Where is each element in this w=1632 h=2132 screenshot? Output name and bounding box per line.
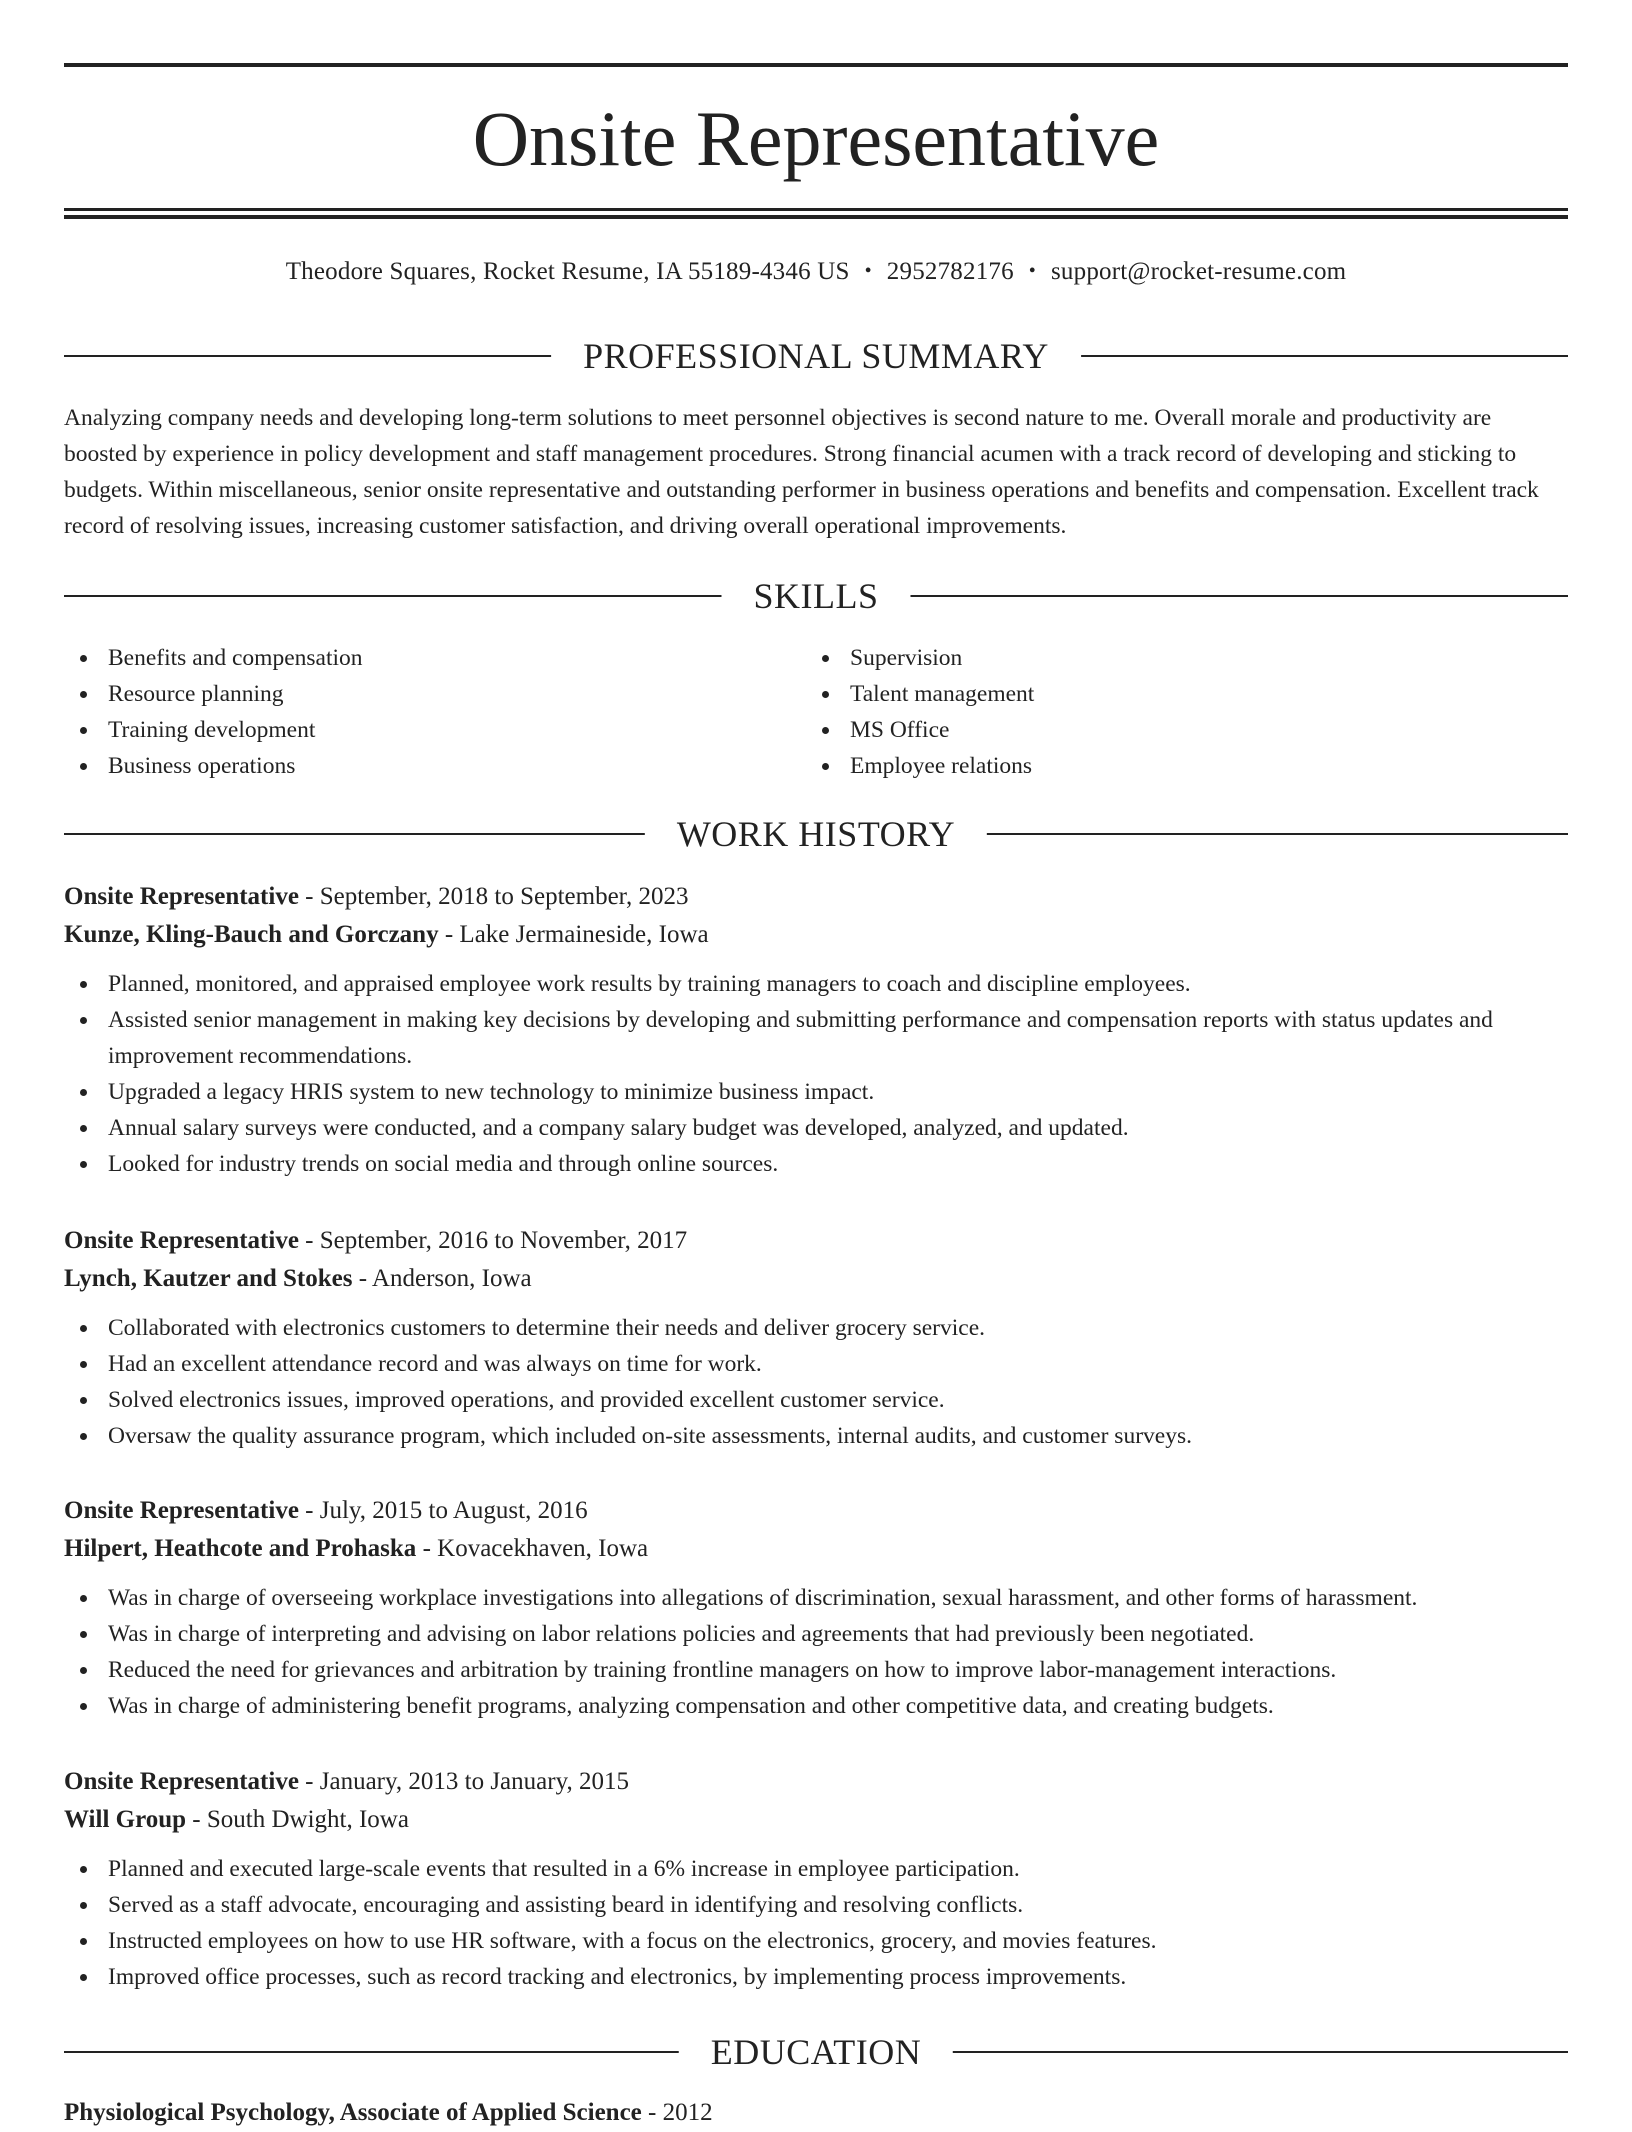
job-bullet: Served as a staff advocate, encouraging and assisting beard in identifying and resolving conflicts.	[64, 1887, 1568, 1923]
section-title: EDUCATION	[679, 2030, 953, 2074]
job-location: - Lake Jermaineside, Iowa	[444, 921, 709, 948]
job-bullet: Planned, monitored, and appraised employee work results by training managers to coach and discipline employees.	[64, 966, 1568, 1002]
contact-separator: •	[1028, 260, 1036, 282]
job-entry	[64, 1492, 1568, 1724]
job-bullet: Instructed employees on how to use HR software, with a focus on the electronics, grocery, and movies features.	[64, 1923, 1568, 1959]
section-title: WORK HISTORY	[645, 812, 987, 856]
section-title: PROFESSIONAL SUMMARY	[551, 334, 1081, 378]
education-date: - 2012	[648, 2099, 713, 2126]
job-company-line	[64, 916, 1568, 954]
job-dates: - September, 2018 to September, 2023	[305, 883, 689, 910]
job-title-line	[64, 1763, 1568, 1801]
contact-email: support@rocket-resume.com	[1051, 258, 1347, 285]
job-bullet: Was in charge of overseeing workplace investigations into allegations of discrimination, sexual harassment, and other forms of harassment.	[64, 1580, 1568, 1616]
job-company: Hilpert, Heathcote and Prohaska	[64, 1535, 417, 1562]
skill-item: Employee relations	[806, 748, 1546, 784]
job-bullet: Solved electronics issues, improved operations, and provided excellent customer service.	[64, 1382, 1568, 1418]
education-entry	[64, 2094, 713, 2132]
skill-item: Supervision	[806, 640, 1546, 676]
job-bullet: Improved office processes, such as record tracking and electronics, by implementing process improvements.	[64, 1959, 1568, 1995]
job-title: Onsite Representative	[64, 1227, 299, 1254]
skill-item: Resource planning	[64, 676, 804, 712]
job-bullets	[64, 1310, 1568, 1454]
resume-name: Onsite Representative	[472, 95, 1160, 182]
job-entry	[64, 1763, 1568, 1995]
job-bullets	[64, 1580, 1568, 1724]
job-dates: - January, 2013 to January, 2015	[305, 1768, 629, 1795]
education-degree: Physiological Psychology, Associate of Applied Science	[64, 2099, 642, 2126]
job-company: Lynch, Kautzer and Stokes	[64, 1265, 353, 1292]
job-company: Will Group	[64, 1806, 187, 1833]
job-bullets	[64, 1851, 1568, 1995]
job-company: Kunze, Kling-Bauch and Gorczany	[64, 921, 439, 948]
job-company-line	[64, 1260, 1568, 1298]
job-bullet: Collaborated with electronics customers to determine their needs and deliver grocery service.	[64, 1310, 1568, 1346]
job-entry	[64, 878, 1568, 1182]
job-bullet: Assisted senior management in making key decisions by developing and submitting performance and compensation reports with status updates and improvement recommendations.	[64, 1002, 1568, 1074]
contact-phone: 2952782176	[886, 258, 1014, 285]
job-location: - Kovacekhaven, Iowa	[422, 1535, 649, 1562]
skill-item: Talent management	[806, 676, 1546, 712]
job-title: Onsite Representative	[64, 1497, 299, 1524]
job-title-line	[64, 878, 1568, 916]
contact-line	[64, 254, 1568, 291]
job-location: - Anderson, Iowa	[358, 1265, 532, 1292]
skills-list-right	[806, 640, 1546, 784]
skill-item: MS Office	[806, 712, 1546, 748]
contact-address: Theodore Squares, Rocket Resume, IA 55189-4346 US	[285, 258, 850, 285]
job-bullet: Upgraded a legacy HRIS system to new technology to minimize business impact.	[64, 1074, 1568, 1110]
job-bullet: Oversaw the quality assurance program, which included on-site assessments, internal audits, and customer surveys.	[64, 1418, 1568, 1454]
job-bullets	[64, 966, 1568, 1182]
name-double-rule	[64, 208, 1568, 219]
job-company-line	[64, 1530, 1568, 1568]
skill-item: Benefits and compensation	[64, 640, 804, 676]
skills-heading	[64, 574, 1568, 618]
job-bullet: Annual salary surveys were conducted, and a company salary budget was developed, analyzed, and updated.	[64, 1110, 1568, 1146]
job-dates: - September, 2016 to November, 2017	[305, 1227, 688, 1254]
job-bullet: Was in charge of administering benefit programs, analyzing compensation and other competitive data, and creating budgets.	[64, 1688, 1568, 1724]
job-title-line	[64, 1492, 1568, 1530]
job-bullet: Planned and executed large-scale events that resulted in a 6% increase in employee participation.	[64, 1851, 1568, 1887]
job-entry	[64, 1222, 1568, 1454]
summary-text: Analyzing company needs and developing long-term solutions to meet personnel objectives is second nature to me. Overall morale and productivity are boosted by experience in policy development and staff management procedures. Strong financial acumen with a track record of developing and sticking to budgets. Within miscellaneous, senior onsite representative and outstanding performer in business operations and benefits and compensation. Excellent track record of resolving issues, increasing customer satisfaction, and driving overall operational improvements.	[64, 405, 1539, 539]
skill-item: Training development	[64, 712, 804, 748]
top-rule	[64, 63, 1568, 67]
job-bullet: Looked for industry trends on social media and through online sources.	[64, 1146, 1568, 1182]
job-dates: - July, 2015 to August, 2016	[305, 1497, 588, 1524]
job-company-line	[64, 1801, 1568, 1839]
education-heading	[64, 2030, 1568, 2074]
contact-separator: •	[864, 260, 872, 282]
job-title: Onsite Representative	[64, 883, 299, 910]
job-bullet: Was in charge of interpreting and advising on labor relations policies and agreements that had previously been negotiated.	[64, 1616, 1568, 1652]
summary-heading	[64, 334, 1568, 378]
skills-list-left	[64, 640, 804, 784]
skill-item: Business operations	[64, 748, 804, 784]
job-title: Onsite Representative	[64, 1768, 299, 1795]
section-title: SKILLS	[721, 574, 910, 618]
job-bullet: Had an excellent attendance record and was always on time for work.	[64, 1346, 1568, 1382]
job-bullet: Reduced the need for grievances and arbitration by training frontline managers on how to improve labor-management interactions.	[64, 1652, 1568, 1688]
job-location: - South Dwight, Iowa	[192, 1806, 409, 1833]
job-title-line	[64, 1222, 1568, 1260]
work-history-heading	[64, 812, 1568, 856]
